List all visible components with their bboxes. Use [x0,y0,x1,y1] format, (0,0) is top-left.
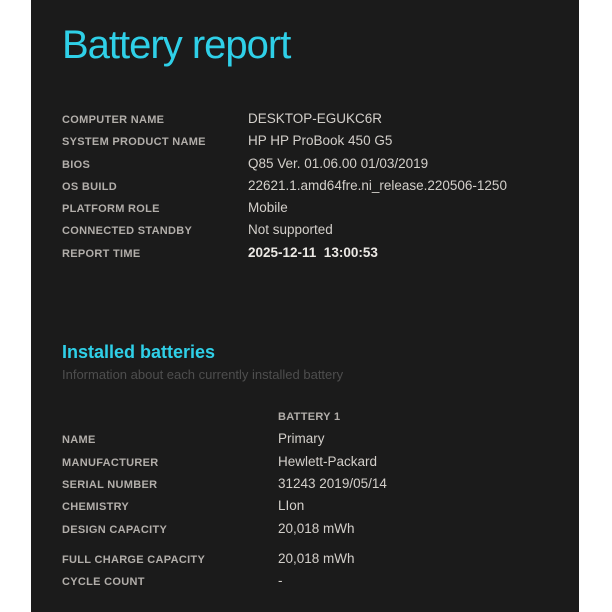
info-label: OS BUILD [62,180,117,193]
report-time-value: 2025-12-11 13:00:53 [248,244,378,260]
table-row [62,153,579,175]
battery-label: CHEMISTRY [62,501,130,514]
table-row [62,108,579,130]
battery-label: MANUFACTURER [62,456,159,469]
installed-batteries-section [62,342,579,592]
battery-report-page [31,0,579,612]
table-row [62,428,579,450]
info-label: BIOS [62,158,91,171]
table-row [62,197,579,219]
info-value: Q85 Ver. 01.06.00 01/03/2019 [248,155,429,171]
battery-label: DESIGN CAPACITY [62,523,168,536]
info-label: SYSTEM PRODUCT NAME [62,136,206,149]
section-subtitle: Information about each currently installed battery [62,367,344,383]
info-value: Mobile [248,200,288,216]
info-value: Not supported [248,222,333,238]
info-label: REPORT TIME [62,247,141,260]
info-value: DESKTOP-EGUKC6R [248,111,383,126]
info-label: PLATFORM ROLE [62,203,160,216]
table-row [62,175,579,197]
system-info-table [62,108,579,264]
table-row [62,570,579,592]
battery-value: LIon [278,498,305,514]
table-row [62,548,579,570]
battery-value: Hewlett-Packard [278,453,378,469]
info-label: COMPUTER NAME [62,114,165,126]
table-row [62,473,579,495]
table-header-row [62,406,579,428]
info-label: CONNECTED STANDBY [62,225,193,238]
battery-value: 20,018 mWh [278,520,355,536]
table-row [62,219,579,241]
battery-column-header: BATTERY 1 [278,411,341,424]
battery-label: SERIAL NUMBER [62,478,158,491]
battery-table [62,406,579,592]
table-row [62,495,579,517]
table-row [62,518,579,540]
page-title: Battery report [62,23,291,67]
battery-value: - [278,573,283,589]
battery-value: 20,018 mWh [278,550,355,566]
table-row [62,242,579,264]
battery-value: 31243 2019/05/14 [278,475,387,491]
battery-label: CYCLE COUNT [62,576,145,589]
section-heading: Installed batteries [62,342,216,363]
battery-value: Primary [278,431,325,447]
info-value: HP HP ProBook 450 G5 [248,133,393,149]
table-row [62,451,579,473]
battery-label: FULL CHARGE CAPACITY [62,553,206,566]
battery-label: NAME [62,434,96,447]
info-value: 22621.1.amd64fre.ni_release.220506-1250 [248,177,507,193]
table-row [62,130,579,152]
